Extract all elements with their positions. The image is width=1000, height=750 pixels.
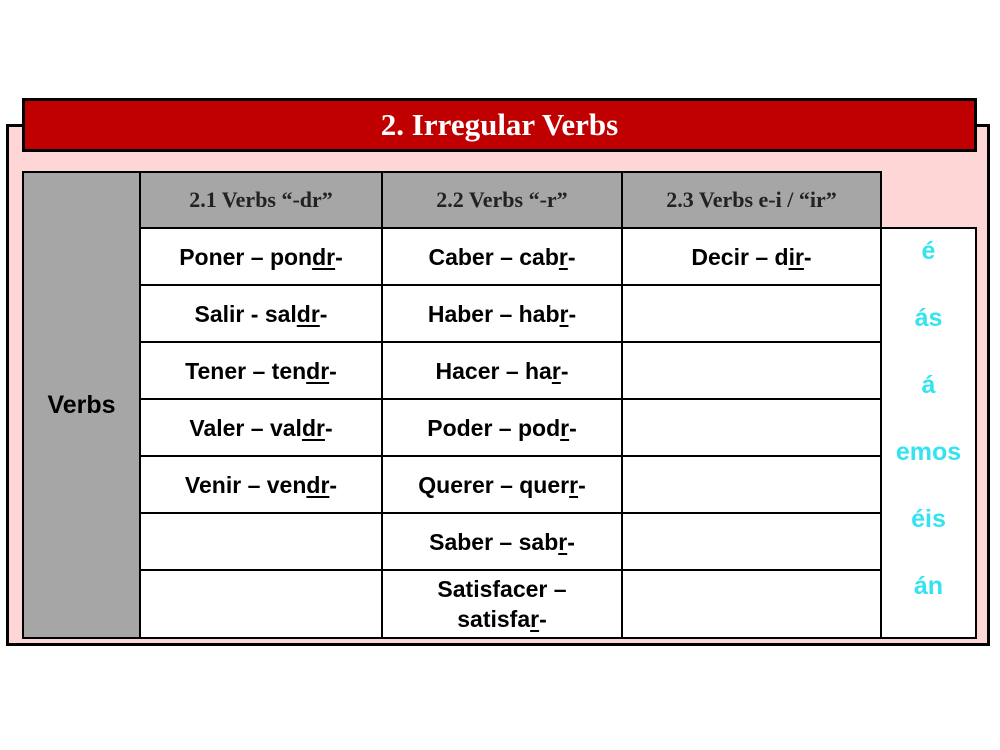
- verb-text: Saber – sab: [429, 528, 559, 555]
- header-row: [23, 172, 976, 228]
- verb-cell: [140, 399, 382, 456]
- stem-highlight: r: [559, 300, 569, 327]
- verb-cell: [140, 342, 382, 399]
- verb-text: Querer – quer: [418, 471, 570, 498]
- verb-cell: [622, 342, 881, 399]
- stem-highlight: ir: [788, 243, 804, 270]
- verb-text: Valer – val: [189, 414, 302, 441]
- page-title: 2. Irregular Verbs: [380, 107, 619, 142]
- header-ir: 2.3 Verbs e-i / “ir”: [622, 172, 881, 228]
- verb-cell: [382, 456, 622, 513]
- ending-item: é: [921, 237, 936, 265]
- stem-dash: -: [567, 528, 575, 555]
- verb-cell: [140, 285, 382, 342]
- verb-cell: [382, 228, 622, 285]
- title-bar: [22, 98, 977, 152]
- stem-dash: -: [329, 357, 337, 384]
- table-row: [23, 570, 976, 638]
- ending-item: á: [921, 371, 936, 399]
- stem-dash: -: [560, 357, 569, 384]
- verb-cell: [622, 399, 881, 456]
- ending-item: ás: [914, 304, 943, 332]
- stem-highlight: r: [560, 414, 570, 441]
- stem-dash: -: [319, 300, 328, 327]
- stem-highlight: dr: [306, 471, 330, 498]
- verb-cell: [382, 513, 622, 570]
- stem-highlight: dr: [301, 414, 325, 441]
- stem-highlight: dr: [306, 357, 330, 384]
- verb-text: Hacer – ha: [435, 357, 552, 384]
- verb-text: satisfa: [457, 606, 531, 632]
- stem-highlight: r: [558, 528, 568, 555]
- table-row: [23, 399, 976, 456]
- endings-column: [881, 228, 976, 638]
- header-r: 2.2 Verbs “-r”: [382, 172, 622, 228]
- table-row: [23, 513, 976, 570]
- verb-cell: [382, 570, 622, 638]
- table-row: [23, 228, 976, 285]
- stem-dash: -: [578, 471, 586, 498]
- verb-cell: [622, 228, 881, 285]
- verb-text: Salir - sal: [194, 300, 297, 327]
- table-row: [23, 285, 976, 342]
- table-row: [23, 456, 976, 513]
- stem-highlight: r: [558, 243, 568, 270]
- verb-text: Haber – hab: [427, 300, 560, 327]
- stem-highlight: r: [551, 357, 561, 384]
- ending-item: emos: [895, 438, 962, 466]
- stem-highlight: r: [530, 606, 540, 632]
- verb-text: Poner – pon: [179, 243, 313, 270]
- verbs-table: [22, 171, 977, 639]
- verb-cell: [140, 228, 382, 285]
- verb-cell: [622, 570, 881, 638]
- verb-cell: [382, 342, 622, 399]
- stem-dash: -: [803, 243, 812, 270]
- verb-text: Venir – ven: [184, 471, 307, 498]
- verb-cell: [622, 456, 881, 513]
- stem-highlight: dr: [312, 243, 336, 270]
- stem-dash: -: [569, 414, 577, 441]
- blank-corner: [881, 172, 976, 228]
- endings-list: [882, 229, 975, 637]
- verb-cell: [382, 399, 622, 456]
- verb-infinitive: Satisfacer –: [437, 576, 567, 602]
- verb-text: Decir – d: [691, 243, 789, 270]
- verb-text: Poder – pod: [427, 414, 561, 441]
- side-label: Verbs: [23, 172, 140, 638]
- verb-cell: [140, 456, 382, 513]
- ending-item: éis: [911, 505, 946, 533]
- stem-dash: -: [335, 243, 343, 270]
- stem-dash: -: [567, 243, 576, 270]
- verb-text: Tener – ten: [185, 357, 307, 384]
- verb-cell: [140, 513, 382, 570]
- verb-cell: [622, 285, 881, 342]
- stem-dash: -: [568, 300, 577, 327]
- verb-cell: [622, 513, 881, 570]
- verb-text: Caber – cab: [428, 243, 559, 270]
- stem-dash: -: [329, 471, 338, 498]
- stem-dash: -: [324, 414, 333, 441]
- stem-dash: -: [539, 606, 547, 632]
- header-dr: 2.1 Verbs “-dr”: [140, 172, 382, 228]
- verb-cell: [140, 570, 382, 638]
- verb-cell: [382, 285, 622, 342]
- stem-highlight: dr: [296, 300, 320, 327]
- table-row: [23, 342, 976, 399]
- ending-item: án: [913, 572, 944, 600]
- stem-highlight: r: [569, 471, 579, 498]
